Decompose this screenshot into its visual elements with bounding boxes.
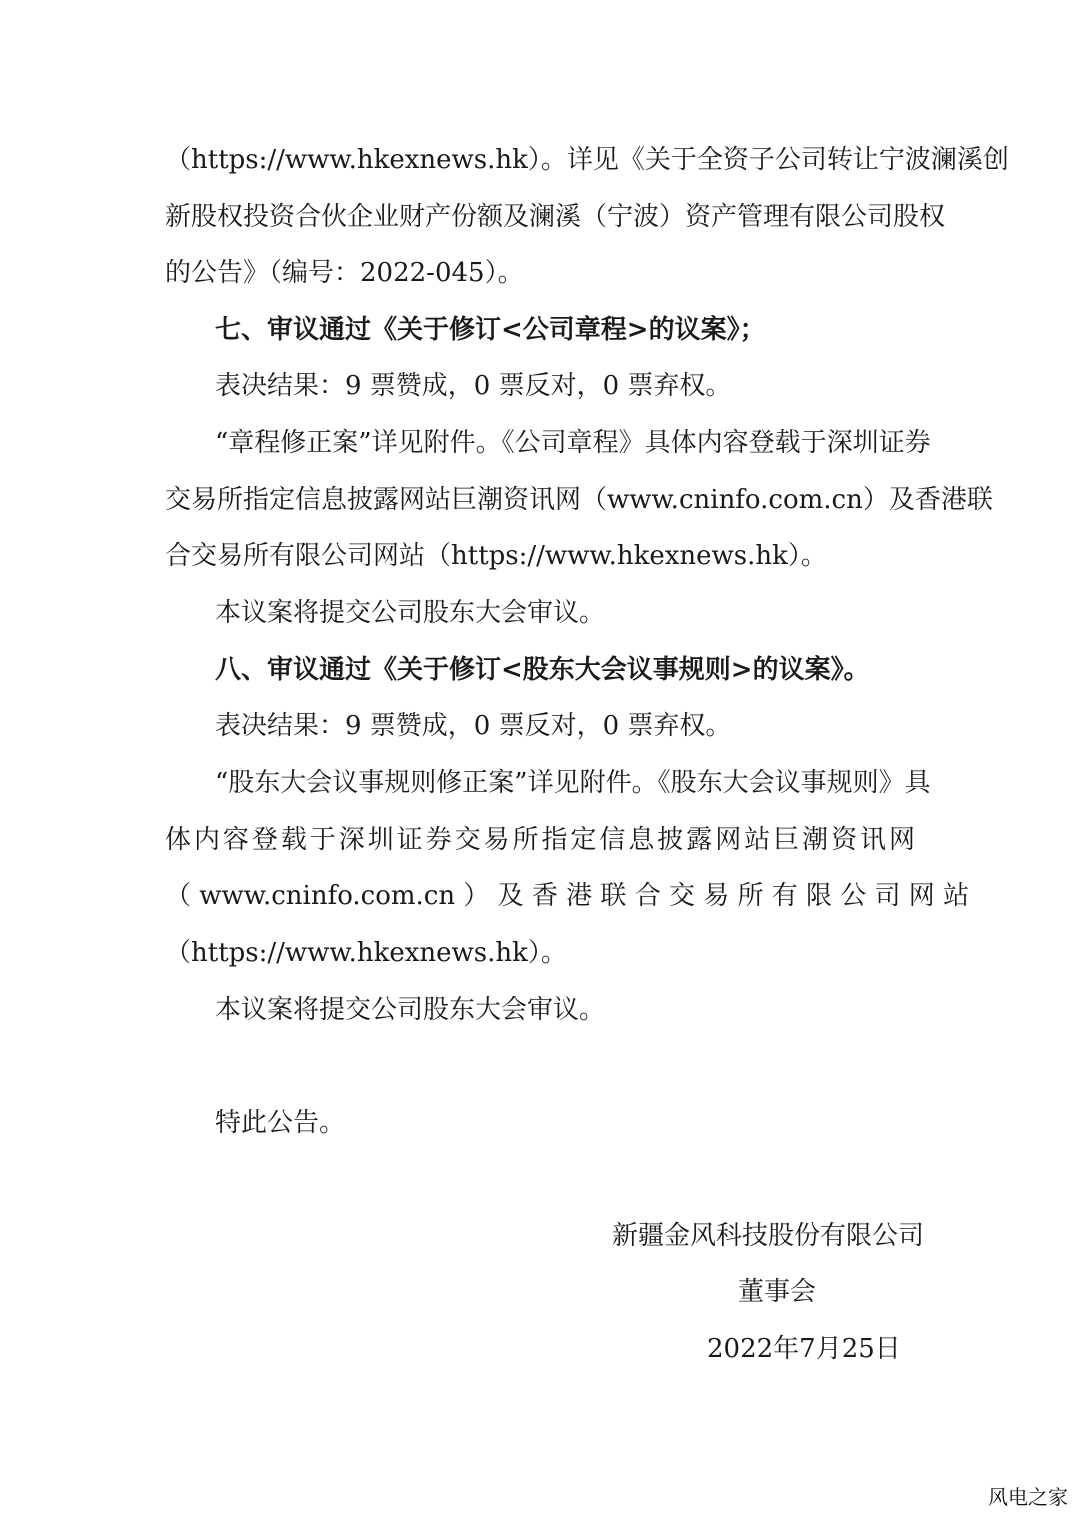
body-line: “股东大会议事规则修正案”详见附件。《股东大会议事规则》具: [215, 768, 931, 798]
signature-company: 新疆金风科技股份有限公司: [612, 1221, 925, 1251]
watermark: 风电之家: [988, 1485, 1068, 1509]
body-line: 合交易所有限公司网站（https://www.hkexnews.hk）。: [165, 541, 827, 571]
body-line: 新股权投资合伙企业财产份额及澜溪（宁波）资产管理有限公司股权: [165, 202, 946, 232]
body-line: 本议案将提交公司股东大会审议。: [215, 598, 606, 628]
body-line: 体内容登载于深圳证券交易所指定信息披露网站巨潮资讯网: [165, 825, 915, 855]
body-line: “章程修正案”详见附件。《公司章程》具体内容登载于深圳证券: [215, 428, 931, 458]
signature-board: 董事会: [738, 1277, 817, 1307]
body-line: （https://www.hkexnews.hk）。: [165, 938, 567, 968]
signature-date: 2022年7月25日: [707, 1334, 901, 1364]
body-line: 的公告》（编号：2022-045）。: [165, 258, 524, 288]
body-line: （ www.cninfo.com.cn ） 及 香 港 联 合 交 易 所 有 限 公 司 网 站: [165, 881, 970, 911]
vote-result: 表决结果：9 票赞成，0 票反对，0 票弃权。: [215, 711, 732, 741]
closing-statement: 特此公告。: [215, 1108, 346, 1138]
vote-result: 表决结果：9 票赞成，0 票反对，0 票弃权。: [215, 371, 732, 401]
section-heading-8: 八、审议通过《关于修订<股东大会议事规则>的议案》。: [215, 655, 870, 685]
body-line: 本议案将提交公司股东大会审议。: [215, 995, 606, 1025]
body-line: （https://www.hkexnews.hk）。详见《关于全资子公司转让宁波澜溪创: [165, 145, 1009, 175]
section-heading-7: 七、审议通过《关于修订<公司章程>的议案》；: [215, 315, 766, 345]
body-line: 交易所指定信息披露网站巨潮资讯网（www.cninfo.com.cn）及香港联: [165, 485, 993, 515]
